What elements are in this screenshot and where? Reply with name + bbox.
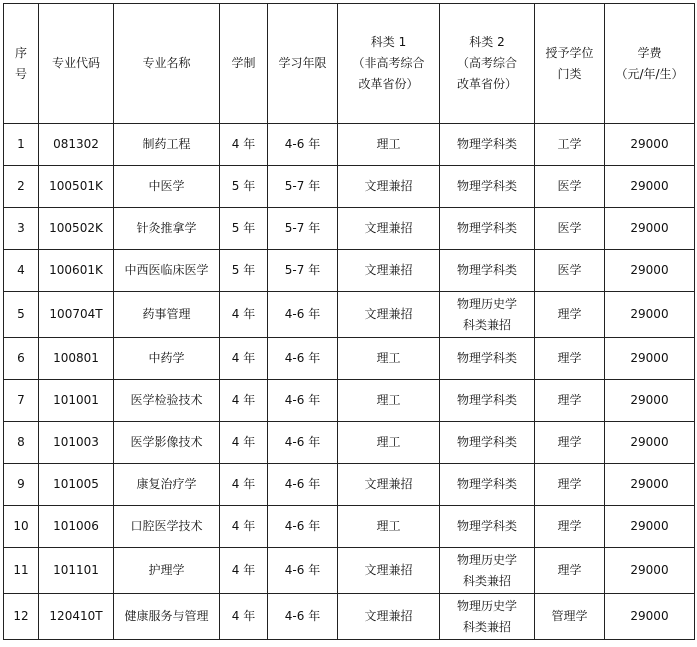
duration-cell: 4 年 xyxy=(220,124,268,166)
category-2-cell xyxy=(440,506,535,548)
header-label-line: 改革省份） xyxy=(456,77,517,91)
category-1-cell xyxy=(338,548,440,594)
category-2-cell xyxy=(440,594,535,640)
study-years-cell: 4-6 年 xyxy=(268,422,338,464)
degree-type-cell: 医学 xyxy=(535,208,605,250)
tuition-cell: 29000 xyxy=(605,422,695,464)
cell-text-line: 物理学科类 xyxy=(456,519,517,533)
category-1-cell xyxy=(338,422,440,464)
study-years-cell: 4-6 年 xyxy=(268,464,338,506)
serial-number-cell: 9 xyxy=(4,464,39,506)
cell-text-line: 物理学科类 xyxy=(456,221,517,235)
cell-text-line: 物理历史学 xyxy=(456,552,517,567)
serial-number-cell: 10 xyxy=(4,506,39,548)
study-years-cell: 4-6 年 xyxy=(268,380,338,422)
table-body xyxy=(4,124,695,640)
tuition-cell: 29000 xyxy=(605,506,695,548)
header-label-line: 学制 xyxy=(231,56,256,70)
degree-type-cell: 医学 xyxy=(535,250,605,292)
serial-number-cell: 2 xyxy=(4,166,39,208)
table-row xyxy=(4,338,695,380)
header-label-line: 授予学位 xyxy=(545,45,594,60)
duration-cell: 4 年 xyxy=(220,548,268,594)
category-2-cell xyxy=(440,380,535,422)
header-label-line: 序 xyxy=(14,45,27,60)
major-name-cell: 中西医临床医学 xyxy=(114,250,220,292)
major-code-cell: 100502K xyxy=(39,208,114,250)
category-1-cell xyxy=(338,338,440,380)
table-row xyxy=(4,292,695,338)
cell-text-line: 物理学科类 xyxy=(456,477,517,491)
header-major-name xyxy=(114,4,220,124)
major-code-cell: 101005 xyxy=(39,464,114,506)
cell-text-line: 物理学科类 xyxy=(456,137,517,151)
cell-text-line: 物理学科类 xyxy=(456,263,517,277)
serial-number-cell: 8 xyxy=(4,422,39,464)
serial-number-cell: 4 xyxy=(4,250,39,292)
duration-cell: 4 年 xyxy=(220,292,268,338)
header-row xyxy=(4,4,695,124)
major-name-cell: 护理学 xyxy=(114,548,220,594)
category-2-cell xyxy=(440,250,535,292)
major-name-cell: 医学检验技术 xyxy=(114,380,220,422)
header-label-line: （高考综合 xyxy=(456,56,517,70)
cell-text-line: 文理兼招 xyxy=(364,609,413,623)
category-2-cell xyxy=(440,548,535,594)
cell-text-line: 物理学科类 xyxy=(456,435,517,449)
table-row xyxy=(4,166,695,208)
cell-text-line: 物理学科类 xyxy=(456,351,517,365)
cell-text-line: 理工 xyxy=(376,351,401,365)
major-name-cell: 药事管理 xyxy=(114,292,220,338)
serial-number-cell: 5 xyxy=(4,292,39,338)
cell-text-line: 理工 xyxy=(376,137,401,151)
degree-type-cell: 理学 xyxy=(535,292,605,338)
category-1-cell xyxy=(338,380,440,422)
cell-text-line: 科类兼招 xyxy=(462,619,511,634)
category-1-cell xyxy=(338,166,440,208)
header-serial-number xyxy=(4,4,39,124)
category-2-cell xyxy=(440,208,535,250)
major-name-cell: 口腔医学技术 xyxy=(114,506,220,548)
major-name-cell: 中药学 xyxy=(114,338,220,380)
duration-cell: 5 年 xyxy=(220,250,268,292)
serial-number-cell: 12 xyxy=(4,594,39,640)
header-label-line: 科类 1 xyxy=(370,35,407,49)
category-1-cell xyxy=(338,250,440,292)
header-label-line: 学习年限 xyxy=(278,56,327,70)
cell-text-line: 文理兼招 xyxy=(364,263,413,277)
tuition-cell: 29000 xyxy=(605,250,695,292)
category-2-cell xyxy=(440,124,535,166)
duration-cell: 5 年 xyxy=(220,208,268,250)
serial-number-cell: 1 xyxy=(4,124,39,166)
table-row xyxy=(4,422,695,464)
table-row xyxy=(4,506,695,548)
category-2-cell xyxy=(440,166,535,208)
header-study-years xyxy=(268,4,338,124)
study-years-cell: 4-6 年 xyxy=(268,594,338,640)
cell-text-line: 物理历史学 xyxy=(456,598,517,613)
degree-type-cell: 理学 xyxy=(535,548,605,594)
study-years-cell: 4-6 年 xyxy=(268,338,338,380)
tuition-cell: 29000 xyxy=(605,208,695,250)
cell-text-line: 科类兼招 xyxy=(462,573,511,588)
category-2-cell xyxy=(440,338,535,380)
tuition-cell: 29000 xyxy=(605,380,695,422)
cell-text-line: 文理兼招 xyxy=(364,307,413,321)
duration-cell: 4 年 xyxy=(220,594,268,640)
tuition-cell: 29000 xyxy=(605,124,695,166)
header-degree-type xyxy=(535,4,605,124)
major-name-cell: 中医学 xyxy=(114,166,220,208)
category-2-cell xyxy=(440,292,535,338)
category-1-cell xyxy=(338,464,440,506)
table-row xyxy=(4,464,695,506)
degree-type-cell: 管理学 xyxy=(535,594,605,640)
major-name-cell: 医学影像技术 xyxy=(114,422,220,464)
study-years-cell: 4-6 年 xyxy=(268,124,338,166)
duration-cell: 4 年 xyxy=(220,380,268,422)
tuition-cell: 29000 xyxy=(605,548,695,594)
study-years-cell: 5-7 年 xyxy=(268,166,338,208)
major-name-cell: 制药工程 xyxy=(114,124,220,166)
serial-number-cell: 6 xyxy=(4,338,39,380)
degree-type-cell: 理学 xyxy=(535,422,605,464)
table-row xyxy=(4,250,695,292)
major-name-cell: 针灸推拿学 xyxy=(114,208,220,250)
degree-type-cell: 理学 xyxy=(535,464,605,506)
cell-text-line: 物理学科类 xyxy=(456,393,517,407)
category-2-cell xyxy=(440,422,535,464)
header-label-line: 门类 xyxy=(557,66,582,81)
duration-cell: 4 年 xyxy=(220,464,268,506)
header-label-line: 科类 2 xyxy=(469,35,505,49)
duration-cell: 4 年 xyxy=(220,422,268,464)
study-years-cell: 5-7 年 xyxy=(268,250,338,292)
degree-type-cell: 工学 xyxy=(535,124,605,166)
tuition-cell: 29000 xyxy=(605,464,695,506)
major-code-cell: 101006 xyxy=(39,506,114,548)
cell-text-line: 文理兼招 xyxy=(364,563,413,577)
major-code-cell: 081302 xyxy=(39,124,114,166)
header-label-line: 改革省份） xyxy=(358,77,419,91)
serial-number-cell: 7 xyxy=(4,380,39,422)
header-duration xyxy=(220,4,268,124)
study-years-cell: 5-7 年 xyxy=(268,208,338,250)
serial-number-cell: 3 xyxy=(4,208,39,250)
header-tuition xyxy=(605,4,695,124)
category-1-cell xyxy=(338,594,440,640)
cell-text-line: 物理学科类 xyxy=(456,179,517,193)
category-1-cell xyxy=(338,208,440,250)
cell-text-line: 文理兼招 xyxy=(364,477,413,491)
header-label-line: 学费 xyxy=(637,45,662,60)
major-code-cell: 101001 xyxy=(39,380,114,422)
major-name-cell: 康复治疗学 xyxy=(114,464,220,506)
major-code-cell: 100704T xyxy=(39,292,114,338)
cell-text-line: 物理历史学 xyxy=(456,296,517,311)
table-row xyxy=(4,594,695,640)
duration-cell: 4 年 xyxy=(220,338,268,380)
tuition-cell: 29000 xyxy=(605,292,695,338)
cell-text-line: 文理兼招 xyxy=(364,179,413,193)
header-label-line: 号 xyxy=(14,66,27,81)
header-label-line: 专业代码 xyxy=(51,56,100,70)
cell-text-line: 理工 xyxy=(376,519,401,533)
category-1-cell xyxy=(338,506,440,548)
serial-number-cell: 11 xyxy=(4,548,39,594)
tuition-cell: 29000 xyxy=(605,166,695,208)
degree-type-cell: 理学 xyxy=(535,506,605,548)
table-row xyxy=(4,124,695,166)
header-category-2 xyxy=(440,4,535,124)
cell-text-line: 理工 xyxy=(376,393,401,407)
header-category-1 xyxy=(338,4,440,124)
major-code-cell: 120410T xyxy=(39,594,114,640)
header-label-line: （元/年/生） xyxy=(615,66,684,81)
table-row xyxy=(4,208,695,250)
major-code-cell: 101101 xyxy=(39,548,114,594)
degree-type-cell: 医学 xyxy=(535,166,605,208)
table-row xyxy=(4,380,695,422)
tuition-cell: 29000 xyxy=(605,338,695,380)
major-code-cell: 101003 xyxy=(39,422,114,464)
tuition-cell: 29000 xyxy=(605,594,695,640)
header-major-code xyxy=(39,4,114,124)
duration-cell: 5 年 xyxy=(220,166,268,208)
major-code-cell: 100501K xyxy=(39,166,114,208)
header-label-line: （非高考综合 xyxy=(352,56,425,70)
major-code-cell: 100601K xyxy=(39,250,114,292)
degree-type-cell: 理学 xyxy=(535,338,605,380)
category-1-cell xyxy=(338,292,440,338)
cell-text-line: 科类兼招 xyxy=(462,317,511,332)
major-name-cell: 健康服务与管理 xyxy=(114,594,220,640)
cell-text-line: 文理兼招 xyxy=(364,221,413,235)
major-table xyxy=(3,3,695,640)
table-row xyxy=(4,548,695,594)
study-years-cell: 4-6 年 xyxy=(268,548,338,594)
degree-type-cell: 理学 xyxy=(535,380,605,422)
cell-text-line: 理工 xyxy=(376,435,401,449)
study-years-cell: 4-6 年 xyxy=(268,506,338,548)
category-1-cell xyxy=(338,124,440,166)
duration-cell: 4 年 xyxy=(220,506,268,548)
header-label-line: 专业名称 xyxy=(142,56,191,70)
category-2-cell xyxy=(440,464,535,506)
major-code-cell: 100801 xyxy=(39,338,114,380)
study-years-cell: 4-6 年 xyxy=(268,292,338,338)
